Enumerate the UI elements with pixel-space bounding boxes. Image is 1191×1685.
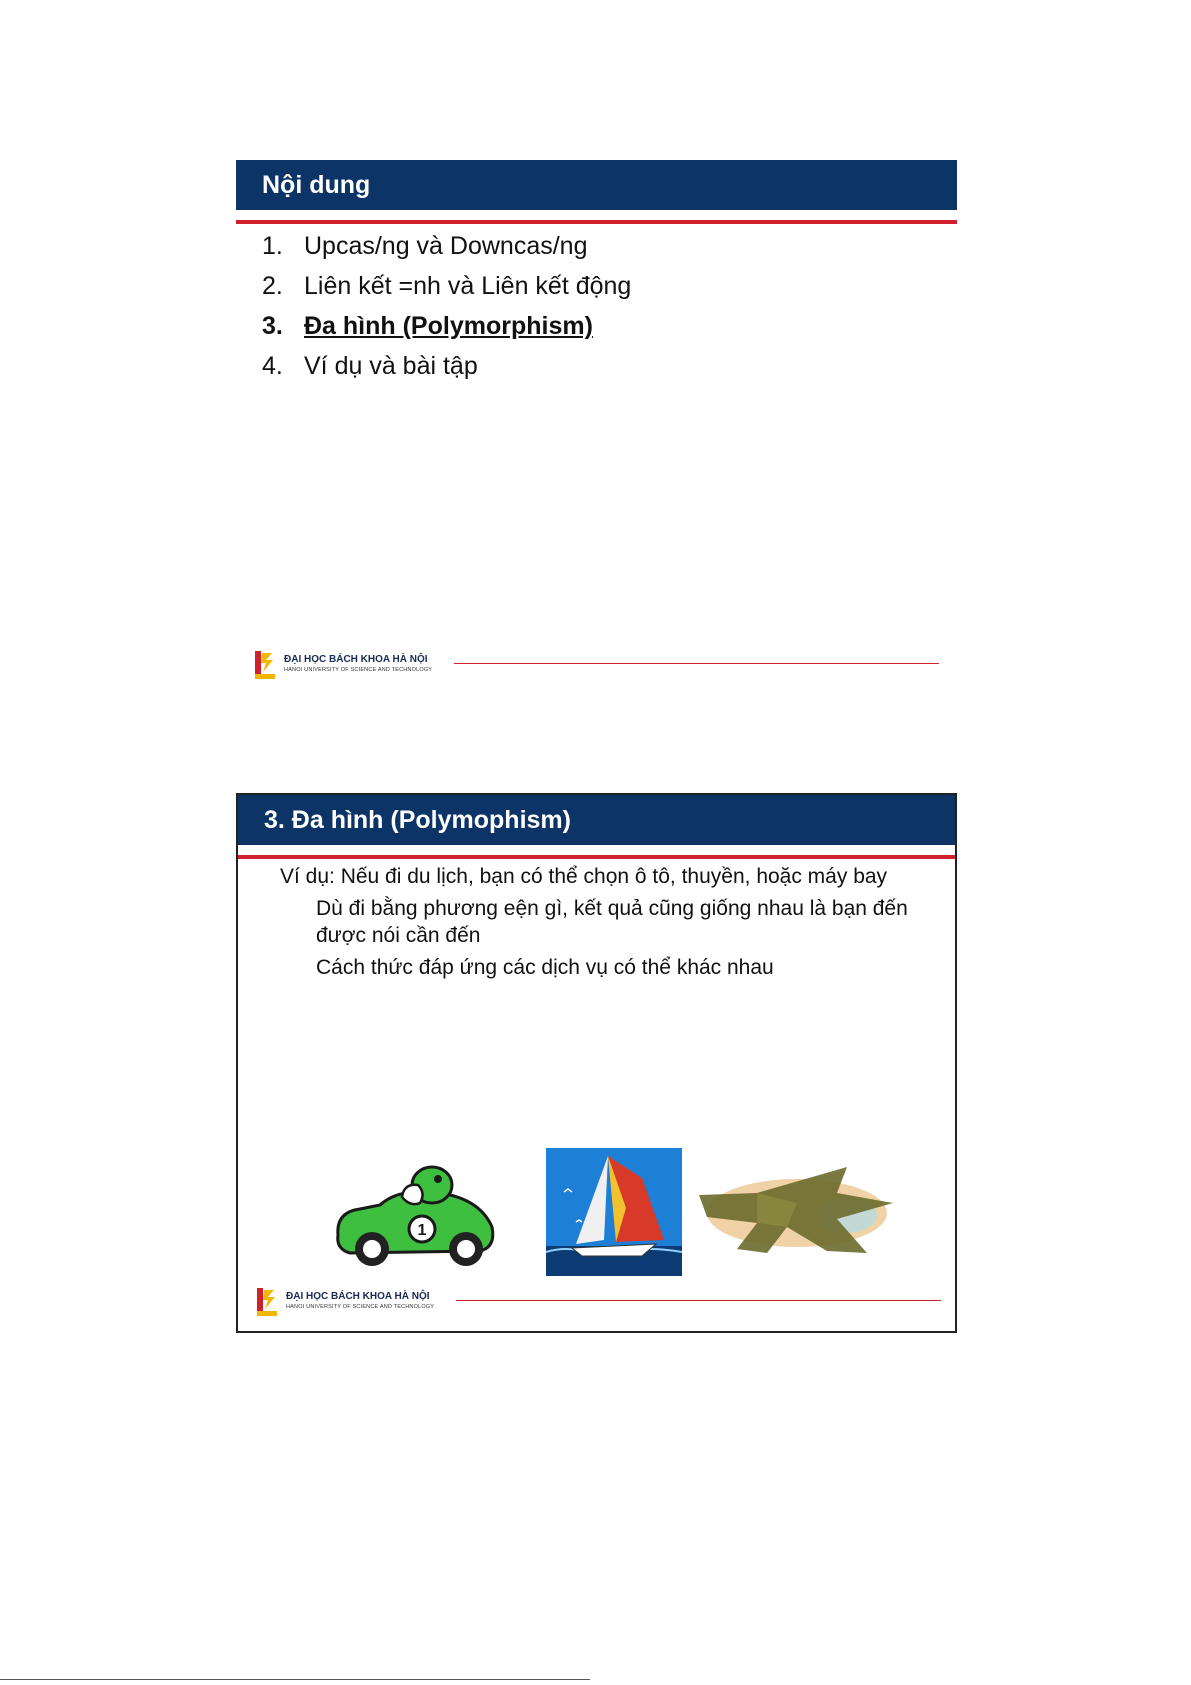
item-number: 4. bbox=[262, 352, 283, 380]
slide-contents bbox=[236, 160, 957, 700]
contents-item bbox=[262, 266, 631, 306]
title-divider bbox=[238, 855, 955, 859]
university-name-en: HANOI UNIVERSITY OF SCIENCE AND TECHNOLOGY bbox=[286, 1304, 435, 1310]
item-number: 3. bbox=[262, 312, 283, 340]
university-name: ĐẠI HỌC BÁCH KHOA HÀ NỘI bbox=[286, 1291, 430, 1302]
item-text: Upcas/ng và Downcas/ng bbox=[304, 232, 588, 260]
university-logo-icon bbox=[256, 1287, 278, 1317]
page-bottom-rule bbox=[0, 1679, 590, 1680]
slide-title: Nội dung bbox=[236, 160, 957, 210]
slide-polymorphism bbox=[236, 793, 957, 1333]
sailboat-illustration bbox=[546, 1148, 682, 1276]
example-text: Ví dụ: Nếu đi du lịch, bạn có thể chọn ô tô, thuyền, hoặc máy bay bbox=[280, 865, 888, 888]
car-number: 1 bbox=[417, 1222, 427, 1239]
university-name-en: HANOI UNIVERSITY OF SCIENCE AND TECHNOLOGY bbox=[284, 667, 433, 673]
contents-item-current bbox=[262, 306, 631, 346]
contents-list bbox=[262, 226, 631, 386]
footer-divider bbox=[456, 1300, 941, 1301]
bullet-point: Cách thức đáp ứng các dịch vụ có thể khác nhau bbox=[316, 956, 774, 979]
contents-item bbox=[262, 346, 631, 386]
university-logo-icon bbox=[254, 650, 276, 680]
item-number: 2. bbox=[262, 272, 283, 300]
bullet-point: Dù đi bằng phương eện gì, kết quả cũng giống nhau là bạn đến được nói cần đến bbox=[316, 897, 908, 947]
item-text: Ví dụ và bài tập bbox=[304, 352, 478, 380]
university-name: ĐẠI HỌC BÁCH KHOA HÀ NỘI bbox=[284, 654, 428, 665]
item-text: Đa hình (Polymorphism) bbox=[304, 312, 593, 340]
slide-title: 3. Đa hình (Polymophism) bbox=[238, 795, 955, 845]
contents-item bbox=[262, 226, 631, 266]
slide-footer bbox=[256, 1287, 946, 1319]
race-car-illustration bbox=[330, 1157, 500, 1269]
airplane-illustration bbox=[697, 1163, 897, 1263]
item-number: 1. bbox=[262, 232, 283, 260]
item-text: Liên kết =nh và Liên kết động bbox=[304, 272, 632, 300]
title-divider bbox=[236, 220, 957, 224]
footer-divider bbox=[454, 663, 939, 664]
slide-body bbox=[280, 863, 940, 981]
slide-footer bbox=[254, 650, 944, 682]
